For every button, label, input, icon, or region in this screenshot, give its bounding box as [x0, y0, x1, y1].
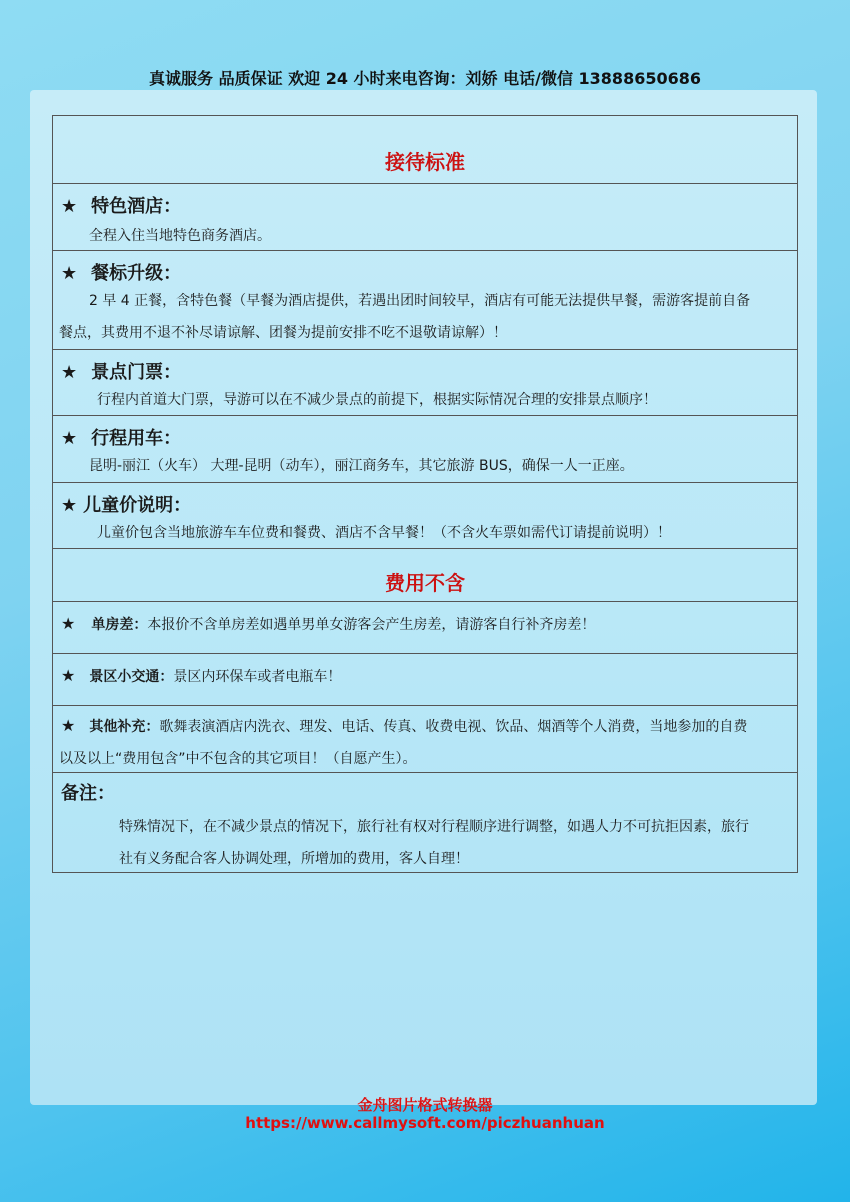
notes-title: 备注：	[61, 783, 115, 804]
star-icon: ★	[61, 666, 76, 685]
reception-title: 接待标准	[385, 150, 465, 174]
transport-row	[53, 416, 797, 483]
excluded-title: 费用不含	[385, 571, 465, 595]
single-room-label: 单房差：	[91, 617, 148, 633]
other-text-2: 以及以上“费用包含”中不包含的其它项目！（自愿产生）。	[59, 751, 417, 767]
children-text: 儿童价包含当地旅游车车位费和餐费、酒店不含早餐！（不含火车票如需代订请提前说明）！	[97, 525, 671, 541]
star-icon: ★	[61, 495, 78, 516]
tickets-row	[53, 350, 797, 416]
star-icon: ★	[61, 614, 76, 633]
notes-text-2: 社有义务配合客人协调处理，所增加的费用，客人自理！	[119, 851, 469, 867]
watermark-title: 金舟图片格式转换器	[357, 1096, 493, 1114]
tickets-text: 行程内首道大门票，导游可以在不减少景点的前提下，根据实际情况合理的安排景点顺序！	[97, 392, 657, 408]
notes-row	[53, 773, 797, 872]
other-label: 其他补充：	[89, 719, 160, 735]
star-icon: ★	[61, 196, 78, 217]
meals-title: 餐标升级：	[91, 263, 182, 284]
contact-line: 真诚服务 品质保证 欢迎 24 小时来电咨询：刘娇 电话/微信 13888650686	[149, 69, 701, 88]
star-icon: ★	[61, 263, 78, 284]
single-room-row	[53, 602, 797, 654]
children-title: 儿童价说明：	[83, 495, 192, 516]
other-row	[53, 706, 797, 773]
children-row	[53, 483, 797, 549]
info-table	[52, 115, 798, 873]
hotel-row	[53, 184, 797, 251]
star-icon: ★	[61, 362, 78, 383]
transport-text: 昆明-丽江（火车） 大理-昆明（动车），丽江商务车，其它旅游 BUS，确保一人一正座。	[89, 458, 634, 474]
reception-title-row	[53, 116, 797, 184]
single-room-text: 本报价不含单房差如遇单男单女游客会产生房差，请游客自行补齐房差！	[147, 617, 596, 633]
transport-title: 行程用车：	[91, 428, 182, 449]
other-text-1: 歌舞表演酒店内洗衣、理发、电话、传真、收费电视、饮品、烟酒等个人消费，当地参加的自费	[159, 719, 748, 735]
meals-row	[53, 251, 797, 350]
star-icon: ★	[61, 428, 78, 449]
excluded-title-row	[53, 549, 797, 602]
notes-text-1: 特殊情况下，在不减少景点的情况下，旅行社有权对行程顺序进行调整，如遇人力不可抗拒因素，旅行	[119, 819, 749, 835]
scenic-transport-text: 景区内环保车或者电瓶车！	[173, 669, 342, 685]
scenic-transport-row	[53, 654, 797, 706]
hotel-text: 全程入住当地特色商务酒店。	[89, 228, 271, 244]
watermark-url[interactable]: https://www.callmysoft.com/piczhuanhuan	[245, 1114, 605, 1132]
scenic-transport-label: 景区小交通：	[89, 669, 174, 685]
meals-text-2: 餐点，其费用不退不补尽请谅解、团餐为提前安排不吃不退敬请谅解）！	[59, 325, 507, 341]
hotel-title: 特色酒店：	[91, 196, 182, 217]
tickets-title: 景点门票：	[91, 362, 182, 383]
meals-text-1: 2 早 4 正餐，含特色餐（早餐为酒店提供，若遇出团时间较早，酒店有可能无法提供早餐，需游客提前自备	[89, 293, 751, 309]
star-icon: ★	[61, 716, 76, 735]
